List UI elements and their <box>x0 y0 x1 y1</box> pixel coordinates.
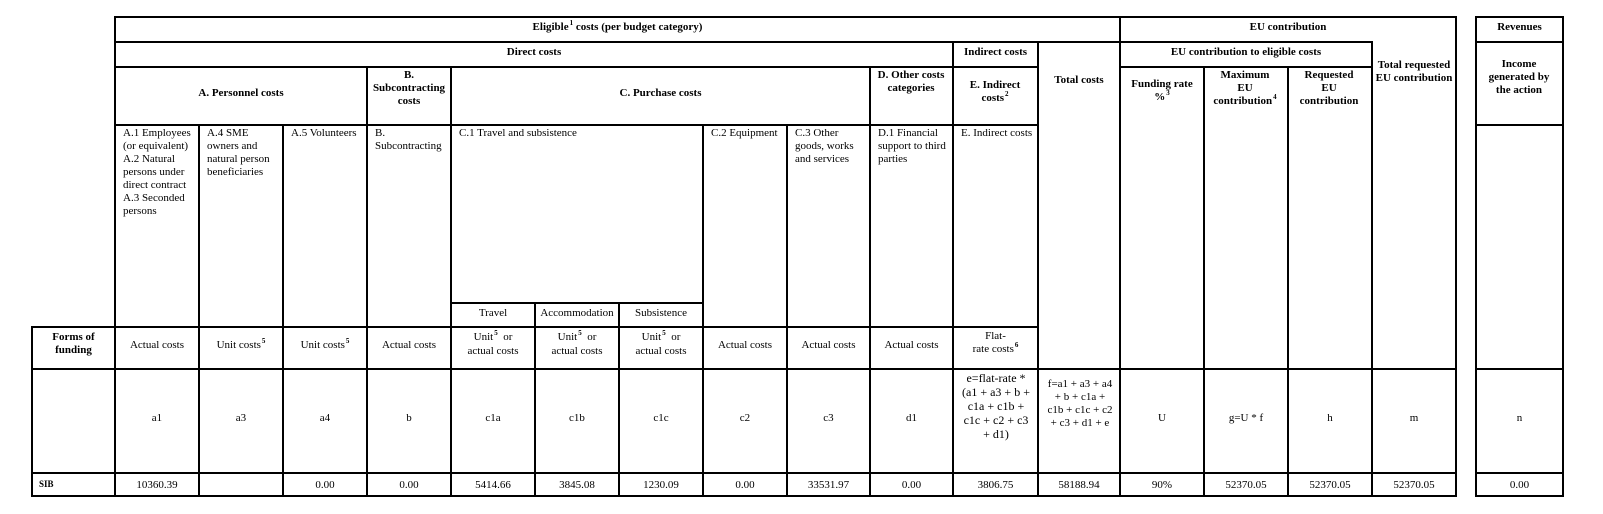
formula-g: g=U * f <box>1228 412 1264 424</box>
value-h: 52370.05 <box>1309 479 1351 491</box>
value-a1: 10360.39 <box>136 479 178 491</box>
formula-c1c: c1c <box>653 412 669 424</box>
subsistence-subheader: Subsistence <box>635 307 687 319</box>
value-d1: 0.00 <box>901 479 922 491</box>
form-d1: Actual costs <box>884 339 939 351</box>
requested-eu-contribution-header: Requested EU contribution <box>1299 69 1359 107</box>
form-c2: Actual costs <box>717 339 773 351</box>
value-f: 58188.94 <box>1058 479 1100 491</box>
form-e: Flat- rate costs$^6$ <box>972 330 1019 355</box>
formula-e: e=flat-rate * (a1 + a3 + b + c1a + c1b + c1c + c2 + c3 + d1) <box>962 371 1030 441</box>
accommodation-subheader: Accommodation <box>540 307 614 319</box>
formula-a4: a4 <box>319 412 331 424</box>
formula-c3: c3 <box>823 412 834 424</box>
indirect-costs-header: Indirect costs <box>963 46 1028 58</box>
formula-c1b: c1b <box>569 412 585 424</box>
formula-c1a: c1a <box>485 412 501 424</box>
formula-c2: c2 <box>739 412 751 424</box>
value-g: 52370.05 <box>1225 479 1267 491</box>
indirect-costs-category-header: E. Indirect costs$^2$ <box>969 79 1021 104</box>
formula-h: h <box>1327 412 1333 424</box>
value-c3: 33531.97 <box>807 479 850 491</box>
value-c1c: 1230.09 <box>643 479 679 491</box>
funding-rate-header: Funding rate %$^3$ <box>1131 78 1193 103</box>
value-a4: 0.00 <box>315 479 335 491</box>
subcategory-a5: A.5 Volunteers <box>291 127 357 139</box>
subcategory-e: E. Indirect costs <box>961 127 1033 139</box>
value-u: 90% <box>1151 479 1173 491</box>
value-b: 0.00 <box>399 479 419 491</box>
purchase-costs-header: C. Purchase costs <box>619 87 702 99</box>
form-c1b: Unit$^5$ or actual costs <box>551 329 603 357</box>
subcategory-c3: C.3 Other goods, works and services <box>795 127 854 165</box>
formula-b: b <box>406 412 412 424</box>
form-a4: Unit costs$^5$ <box>216 337 266 351</box>
form-c1a: Unit$^5$ or actual costs <box>467 329 519 357</box>
forms-of-funding-label: Forms of funding <box>52 331 95 356</box>
direct-costs-header: Direct costs <box>506 46 562 58</box>
value-c2: 0.00 <box>735 479 755 491</box>
income-generated-header: Income generated by the action <box>1488 58 1550 96</box>
revenues-header: Revenues <box>1497 21 1542 33</box>
subcategory-a1: A.1 Employees (or equivalent) A.2 Natural persons under direct contract A.3 Seconded persons <box>123 127 191 217</box>
formula-n: n <box>1516 412 1523 424</box>
subcontracting-costs-header: B. Subcontracting costs <box>372 69 446 107</box>
formula-a1: a1 <box>151 412 163 424</box>
formula-f: f=a1 + a3 + a4 + b + c1a + c1b + c1c + c2 + c3 + d1 + e <box>1047 378 1113 429</box>
eu-contribution-eligible-header: EU contribution to eligible costs <box>1170 46 1322 58</box>
travel-subheader: Travel <box>478 307 508 319</box>
formula-m: m <box>1409 412 1419 424</box>
formula-a3: a3 <box>235 412 247 424</box>
formula-d1: d1 <box>906 412 917 424</box>
personnel-costs-header: A. Personnel costs <box>198 87 284 99</box>
eu-contribution-header: EU contribution <box>1249 21 1327 33</box>
form-a5: Unit costs$^5$ <box>300 337 350 351</box>
row-label-sib: SIB <box>39 479 54 489</box>
subcategory-a4: A.4 SME owners and natural person beneficiaries <box>207 127 270 178</box>
total-costs-header: Total costs <box>1054 74 1104 86</box>
maximum-eu-contribution-header: Maximum EU contribution$^4$ <box>1213 69 1277 107</box>
value-c1a: 5414.66 <box>475 479 511 491</box>
subcategory-b: B. Subcontracting <box>375 127 442 152</box>
form-c1c: Unit$^5$ or actual costs <box>635 329 687 357</box>
total-requested-eu-header: Total requested EU contribution <box>1375 59 1453 84</box>
value-m: 52370.05 <box>1393 479 1435 491</box>
subcategory-c1: C.1 Travel and subsistence <box>459 127 577 139</box>
form-b: Actual costs <box>381 339 437 351</box>
formula-u: U <box>1158 412 1166 424</box>
other-costs-header: D. Other costs categories <box>877 69 945 94</box>
form-a1: Actual costs <box>129 339 185 351</box>
eligible-costs-header: Eligible$^1$ costs (per budget category) <box>532 19 703 33</box>
value-c1b: 3845.08 <box>559 479 595 491</box>
value-n: 0.00 <box>1509 479 1530 491</box>
subcategory-c2: C.2 Equipment <box>711 127 778 139</box>
value-e: 3806.75 <box>977 479 1014 491</box>
subcategory-d1: D.1 Financial support to third parties <box>878 127 946 165</box>
form-c3: Actual costs <box>801 339 856 351</box>
